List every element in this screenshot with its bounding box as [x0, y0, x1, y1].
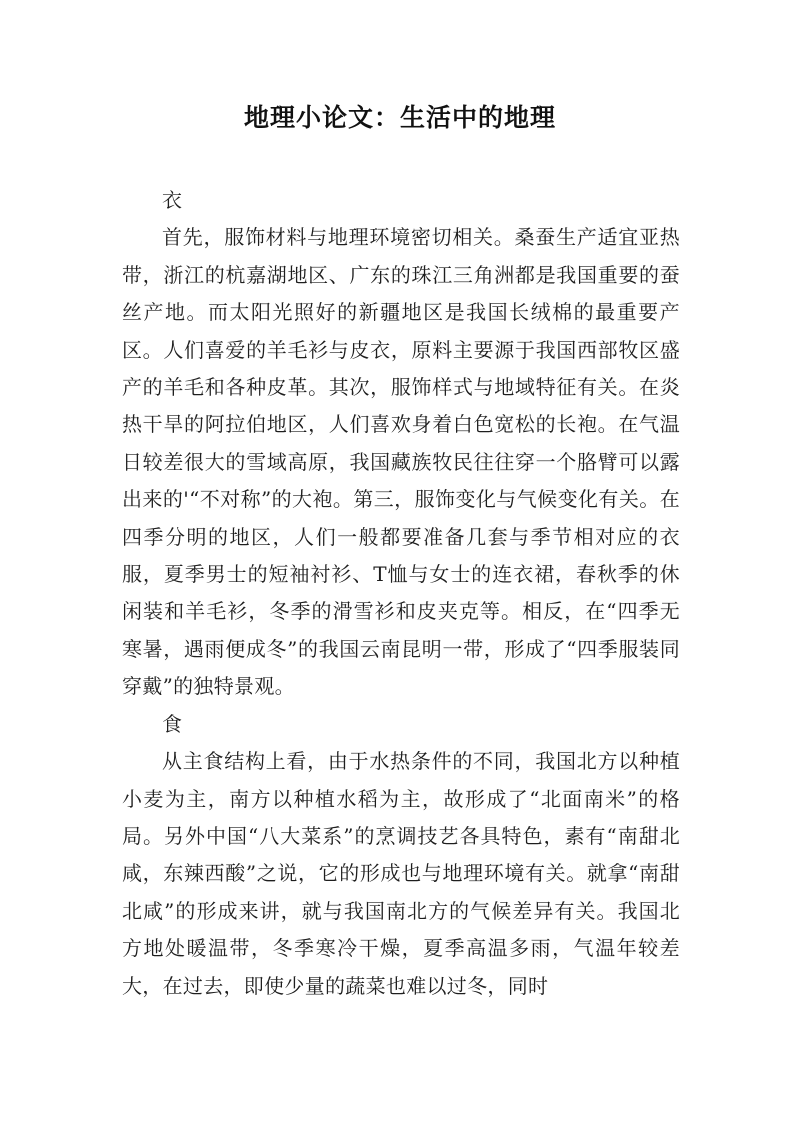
- section-heading-food: 食: [162, 711, 182, 736]
- paragraph-clothing: 首先，服饰材料与地理环境密切相关。桑蚕生产适宜亚热带，浙江的杭嘉湖地区、广东的珠江三角洲都是我国重要的蚕丝产地。而太阳光照好的新疆地区是我国长绒棉的最重要产区。人们喜爱的羊毛衫与皮衣，原料主要源于我国西部牧区盛产的羊毛和各种皮革。其次，服饰样式与地域特征有关。在炎热干旱的阿拉伯地区，人们喜欢身着白色宽松的长袍。在气温日较差很大的雪域高原，我国藏族牧民往往穿一个胳臂可以露出来的'“不对称”的大袍。第三，服饰变化与气候变化有关。在四季分明的地区，人们一般都要准备几套与季节相对应的衣服，夏季男士的短袖衬衫、T恤与女士的连衣裙，春秋季的休闲装和羊毛衫，冬季的滑雪衫和皮夹克等。相反，在“四季无寒暑，遇雨便成冬”的我国云南昆明一带，形成了“四季服装同穿戴”的独特景观。: [122, 225, 680, 699]
- document-title: 地理小论文：生活中的地理: [243, 103, 556, 132]
- section-heading-clothing: 衣: [162, 188, 182, 212]
- paragraph-food: 从主食结构上看，由于水热条件的不同，我国北方以种植小麦为主，南方以种植水稻为主，故形成了“北面南米”的格局。另外中国“八大菜系”的烹调技艺各具特色，素有“南甜北咸，东辣西酸”之说，它的形成也与地理环境有关。就拿“南甜北咸”的形成来讲，就与我国南北方的气候差异有关。我国北方地处暖温带，冬季寒冷干燥，夏季高温多雨，气温年较差大，在过去，即使少量的蔬菜也难以过冬，同时: [122, 749, 680, 998]
- document-body: [122, 182, 680, 1005]
